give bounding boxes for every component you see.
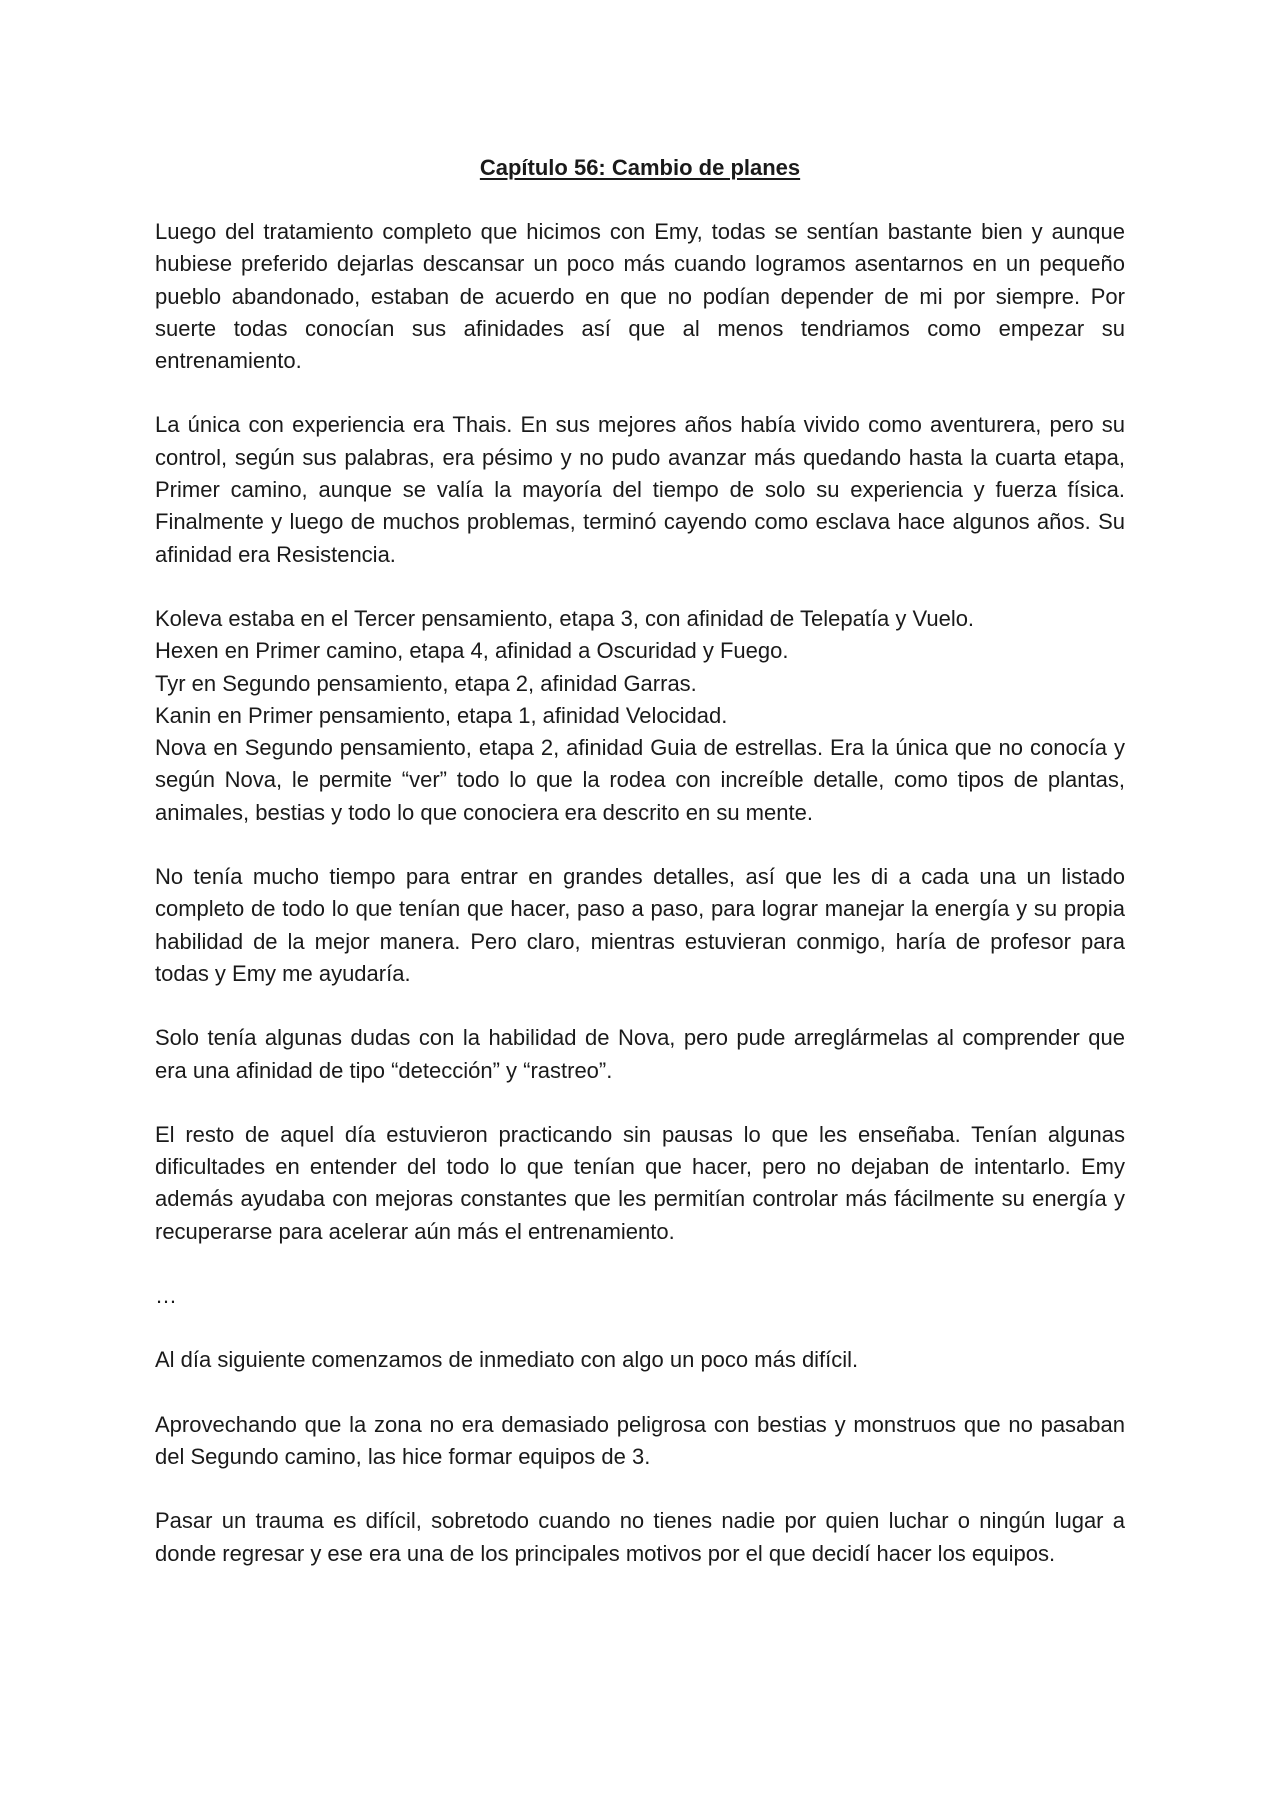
character-nova: Nova en Segundo pensamiento, etapa 2, afinidad Guia de estrellas. Era la única que no conocía y según Nova, le permite “ver” todo lo que la rodea con increíble detalle, como tipos de plantas, animales, bestias y todo lo que conociera era descrito en su mente. (155, 735, 1125, 825)
scene-break: … (155, 1283, 177, 1309)
paragraph-4: No tenía mucho tiempo para entrar en grandes detalles, así que les di a cada una un listado completo de todo lo que tenían que hacer, paso a paso, para lograr manejar la energía y su propia habilidad de la mejor manera. Pero claro, mientras estuvieran conmigo, haría de profesor para todas y Emy me ayudaría. (155, 864, 1125, 986)
paragraph-5: Solo tenía algunas dudas con la habilidad de Nova, pero pude arreglármelas al comprender que era una afinidad de tipo “detección” y “rastreo”. (155, 1025, 1125, 1083)
character-kanin: Kanin en Primer pensamiento, etapa 1, afinidad Velocidad. (155, 702, 728, 728)
paragraph-1: Luego del tratamiento completo que hicimos con Emy, todas se sentían bastante bien y aunque hubiese preferido dejarlas descansar un poco más cuando logramos asentarnos en un pequeño pueblo abandonado, estaban de acuerdo en que no podían depender de mi por siempre. Por suerte todas conocían sus afinidades así que al menos tendriamos como empezar su entrenamiento. (155, 219, 1125, 374)
paragraph-9: Pasar un trauma es difícil, sobretodo cuando no tienes nadie por quien luchar o ningún lugar a donde regresar y ese era una de los principales motivos por el que decidí hacer los equipos. (155, 1508, 1125, 1566)
character-tyr: Tyr en Segundo pensamiento, etapa 2, afinidad Garras. (155, 670, 697, 696)
character-koleva: Koleva estaba en el Tercer pensamiento, etapa 3, con afinidad de Telepatía y Vuelo. (155, 605, 975, 631)
chapter-title: Capítulo 56: Cambio de planes (479, 155, 801, 180)
character-list (155, 603, 1125, 829)
paragraph-6: El resto de aquel día estuvieron practicando sin pausas lo que les enseñaba. Tenían algunas dificultades en entender del todo lo que tenían que hacer, pero no dejaban de intentarlo. Emy además ayudaba con mejoras constantes que les permitían controlar más fácilmente su energía y recuperarse para acelerar aún más el entrenamiento. (155, 1121, 1125, 1244)
paragraph-8: Aprovechando que la zona no era demasiado peligrosa con bestias y monstruos que no pasaban del Segundo camino, las hice formar equipos de 3. (155, 1411, 1125, 1469)
document-page (155, 152, 1125, 1602)
paragraph-7: Al día siguiente comenzamos de inmediato con algo un poco más difícil. (155, 1347, 859, 1373)
character-hexen: Hexen en Primer camino, etapa 4, afinidad a Oscuridad y Fuego. (155, 638, 789, 664)
paragraph-2: La única con experiencia era Thais. En sus mejores años había vivido como aventurera, pero su control, según sus palabras, era pésimo y no pudo avanzar más quedando hasta la cuarta etapa, Primer camino, aunque se valía la mayoría del tiempo de solo su experiencia y fuerza física. Finalmente y luego de muchos problemas, terminó cayendo como esclava hace algunos años. Su afinidad era Resistencia. (155, 412, 1125, 567)
